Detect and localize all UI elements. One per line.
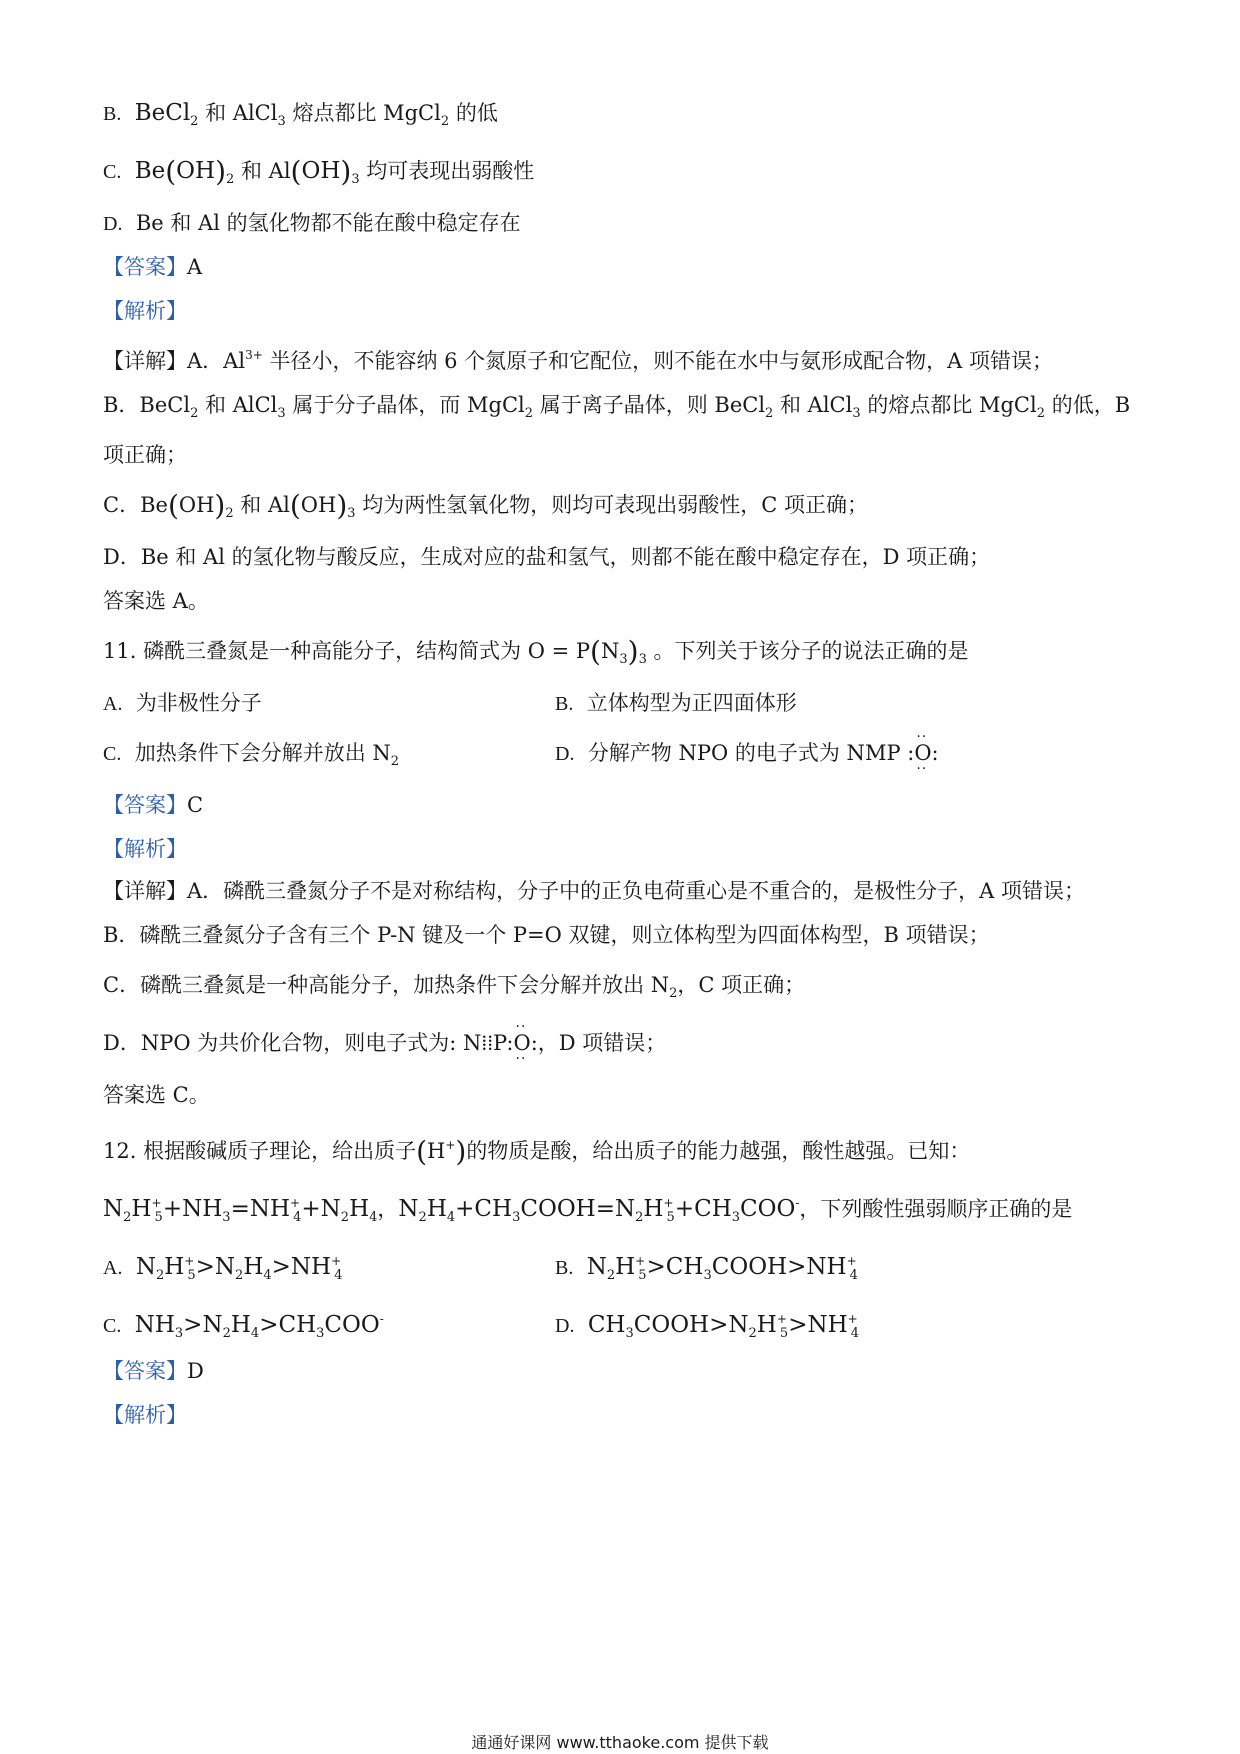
q10-conclusion: 答案选 A。 [103, 589, 209, 613]
page-footer: 通通好课网 www.tthaoke.com 提供下载 [471, 1733, 769, 1752]
q11-stem: 11. 磷酰三叠氮是一种高能分子，结构简式为 $O = P(N_3)_3$ 。下列关于该分子的说法正确的是 [103, 635, 969, 668]
q10-detail-b-cont: 项正确； [103, 443, 187, 467]
q11-option-d: D. 分解产物 NPO 的电子式为 NMP :·· O ··: [555, 738, 939, 769]
q12-analysis-heading: 【解析】 [103, 1403, 187, 1427]
q12-option-a: A. $N_2H^+_5>N_2H_4>NH^+_4$ [103, 1254, 343, 1283]
q11-detail-c: C．磷酰三叠氮是一种高能分子，加热条件下会分解并放出 $N_2$，C 项正确； [103, 973, 806, 1001]
q12-stem: 12. 根据酸碱质子理论，给出质子(H+)的物质是酸，给出质子的能力越强，酸性越强。已知： [103, 1135, 971, 1168]
q11-conclusion: 答案选 C。 [103, 1083, 210, 1107]
q10-option-d: D. Be 和 Al 的氢化物都不能在酸中稳定存在 [103, 211, 521, 235]
q10-detail-a: 【详解】A．$Al^{3+}$ 半径小，不能容纳 6 个氮原子和它配位，则不能在水中与氨形成配合物，A 项错误； [103, 348, 1053, 373]
q11-detail-b: B．磷酰三叠氮分子含有三个 P-N 键及一个 P=O 双键，则立体构型为四面体构型，B 项错误； [103, 923, 990, 947]
q11-option-a: A. 为非极性分子 [103, 691, 262, 715]
q12-equations: $N_2H^+_5+NH_3=NH^+_4+N_2H_4$，$N_2H_4+CH_3COOH=N_2H^+_5+CH_3COO^-$，下列酸性强弱顺序正确的是 [103, 1196, 1073, 1225]
q11-option-b: B. 立体构型为正四面体形 [555, 691, 797, 715]
q12-option-c: C. $NH_3>N_2H_4>CH_3COO^-$ [103, 1312, 384, 1341]
q10-option-c: C. $Be(OH)_2$ 和 $Al(OH)_3$ 均可表现出弱酸性 [103, 155, 535, 188]
q11-detail-a: 【详解】A．磷酰三叠氮分子不是对称结构，分子中的正负电荷重心是不重合的，是极性分子，A 项错误； [103, 879, 1086, 903]
q11-answer: 【答案】C [103, 793, 204, 817]
q10-analysis-heading: 【解析】 [103, 299, 187, 323]
q10-option-b: B. BeCl$_2$ 和 AlCl$_3$ 熔点都比 MgCl$_2$ 的低 [103, 100, 498, 129]
q12-option-d: D. $CH_3COOH>N_2H^+_5>NH^+_4$ [555, 1312, 860, 1341]
q11-detail-d: D．NPO 为共价化合物，则电子式为: N⁞⁞P:·· O ··:，D 项错误； [103, 1028, 666, 1058]
q12-option-b: B. $N_2H^+_5>CH_3COOH>NH^+_4$ [555, 1254, 858, 1283]
q10-answer: 【答案】A [103, 255, 203, 279]
q10-detail-c: C．$Be(OH)_2$ 和 $Al(OH)_3$ 均为两性氢氧化物，则均可表现出弱酸性，C 项正确； [103, 489, 868, 522]
q11-analysis-heading: 【解析】 [103, 837, 187, 861]
q10-detail-d: D．Be 和 Al 的氢化物与酸反应，生成对应的盐和氢气，则都不能在酸中稳定存在，D 项正确； [103, 545, 991, 569]
q12-answer: 【答案】D [103, 1359, 204, 1383]
q11-option-c: C. 加热条件下会分解并放出 $N_2$ [103, 741, 400, 769]
q10-detail-b: B．BeCl$_2$ 和 AlCl$_3$ 属于分子晶体，而 MgCl$_2$ 属于离子晶体，则 BeCl$_2$ 和 AlCl$_3$ 的熔点都比 MgCl$_2$ 的低，B [103, 393, 1131, 421]
